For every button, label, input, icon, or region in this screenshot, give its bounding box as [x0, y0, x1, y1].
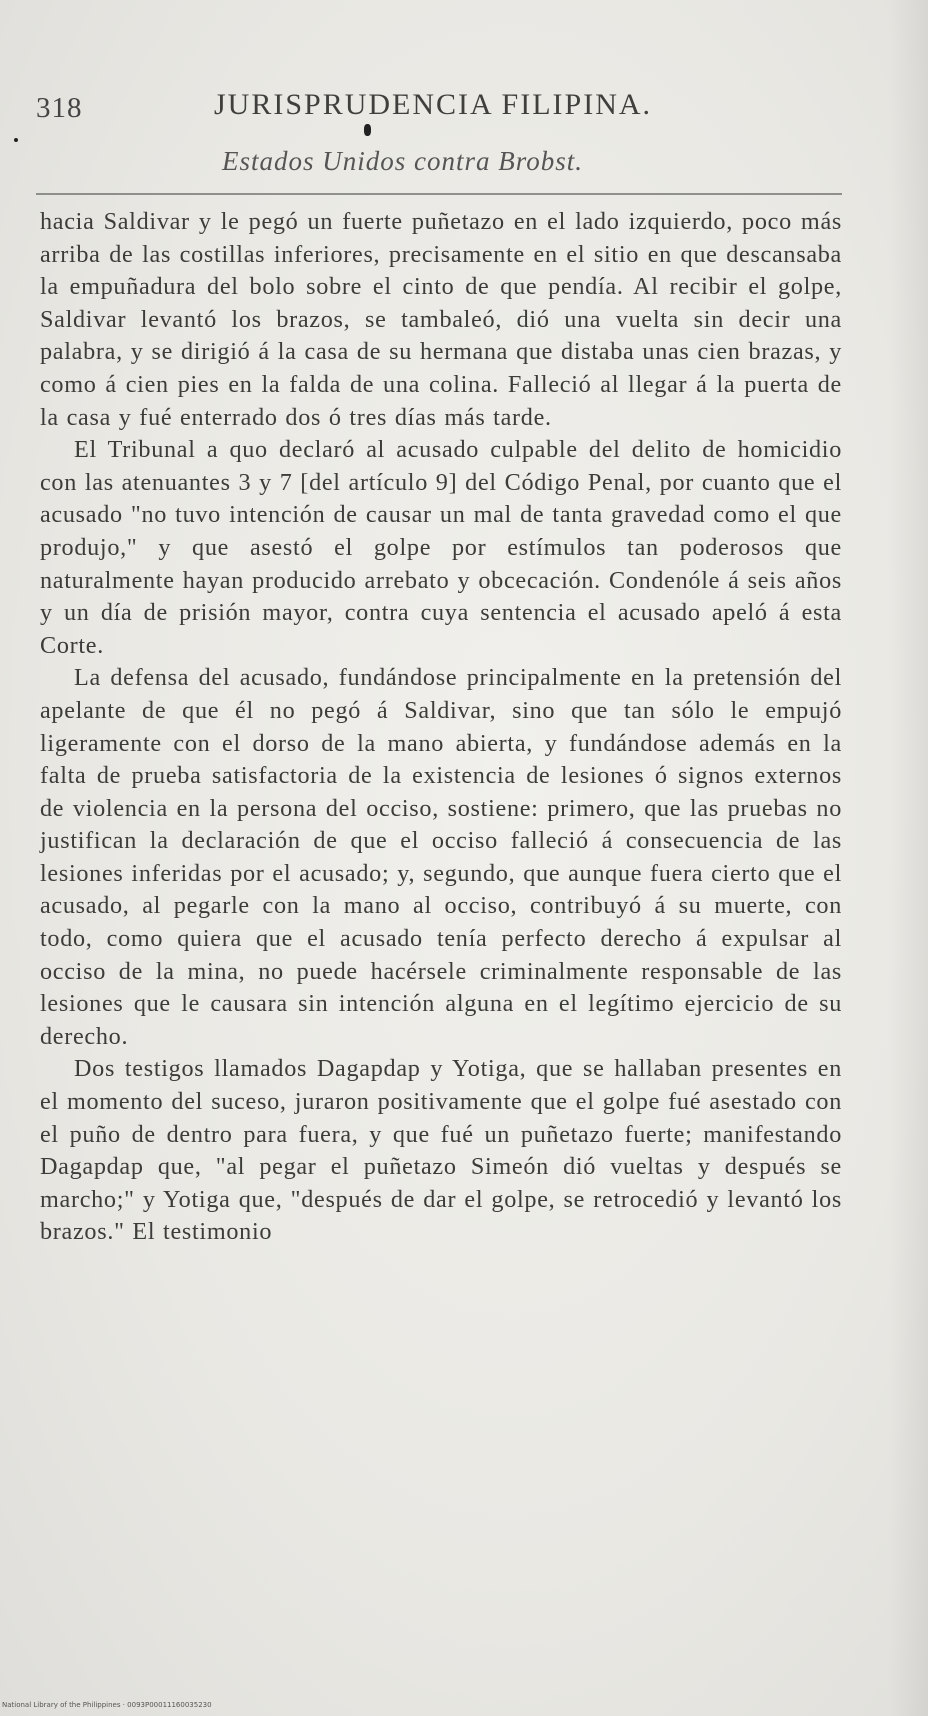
paragraph-1: hacia Saldivar y le pegó un fuerte puñetazo en el lado izquierdo, poco más arriba de las costillas inferiores, precisamente en el sitio en que descansaba la empuñadura del bolo sobre el cinto de que pendía. Al recibir el golpe, Saldivar levantó los brazos, se tambaleó, dió una vuelta sin decir una palabra, y se dirigió á la casa de su hermana que distaba unas cien brazas, y como á cien pies en la falda de una colina. Falleció al llegar á la puerta de la casa y fué enterrado dos ó tres días más tarde.	[40, 208, 842, 431]
library-stamp: National Library of the Philippines · 0093P00011160035230	[2, 1701, 212, 1709]
page-number: 318	[36, 92, 83, 124]
paragraph-2: El Tribunal a quo declaró al acusado culpable del delito de homicidio con las atenuantes 3 y 7 [del artículo 9] del Código Penal, por cuanto que el acusado "no tuvo intención de causar un mal de tanta gravedad como el que produjo," y que asestó el golpe por estímulos tan poderosos que naturalmente hayan producido arrebato y obcecación. Condenóle á seis años y un día de prisión mayor, contra cuya sentencia el acusado apeló á esta Corte.	[40, 436, 842, 659]
body-text	[40, 206, 842, 1249]
case-title: Estados Unidos contra Brobst.	[222, 146, 584, 176]
page-edge-shadow	[888, 0, 928, 1716]
paragraph-3: La defensa del acusado, fundándose principalmente en la pretensión del apelante de que él no pegó á Saldivar, sino que tan sólo le empujó ligeramente con el dorso de la mano abierta, y fundándose además en la falta de prueba satisfactoria de la existencia de lesiones ó signos externos de violencia en la persona del occiso, sostiene: primero, que las pruebas no justifican la declaración de que el occiso falleció á consecuencia de las lesiones inferidas por el acusado; y, segundo, que aunque fuera cierto que el acusado, al pegarle con la mano al occiso, contribuyó á su muerte, con todo, como quiera que el acusado tenía perfecto derecho á expulsar al occiso de la mina, no puede hacérsele criminalmente responsable de las lesiones que le causara sin intención alguna en el legítimo ejercicio de su derecho.	[40, 664, 842, 1050]
header-rule	[36, 193, 842, 195]
ink-speck	[14, 138, 18, 142]
paragraph-4: Dos testigos llamados Dagapdap y Yotiga, que se hallaban presentes en el momento del suceso, juraron positivamente que el golpe fué asestado con el puño de dentro para fuera, y que fué un puñetazo fuerte; manifestando Dagapdap que, "al pegar el puñetazo Simeón dió vueltas y después se marcho;" y Yotiga que, "después de dar el golpe, se retrocedió y levantó los brazos." El testimonio	[40, 1055, 842, 1246]
running-head: JURISPRUDENCIA FILIPINA.	[214, 88, 653, 121]
ink-speck	[364, 124, 371, 136]
